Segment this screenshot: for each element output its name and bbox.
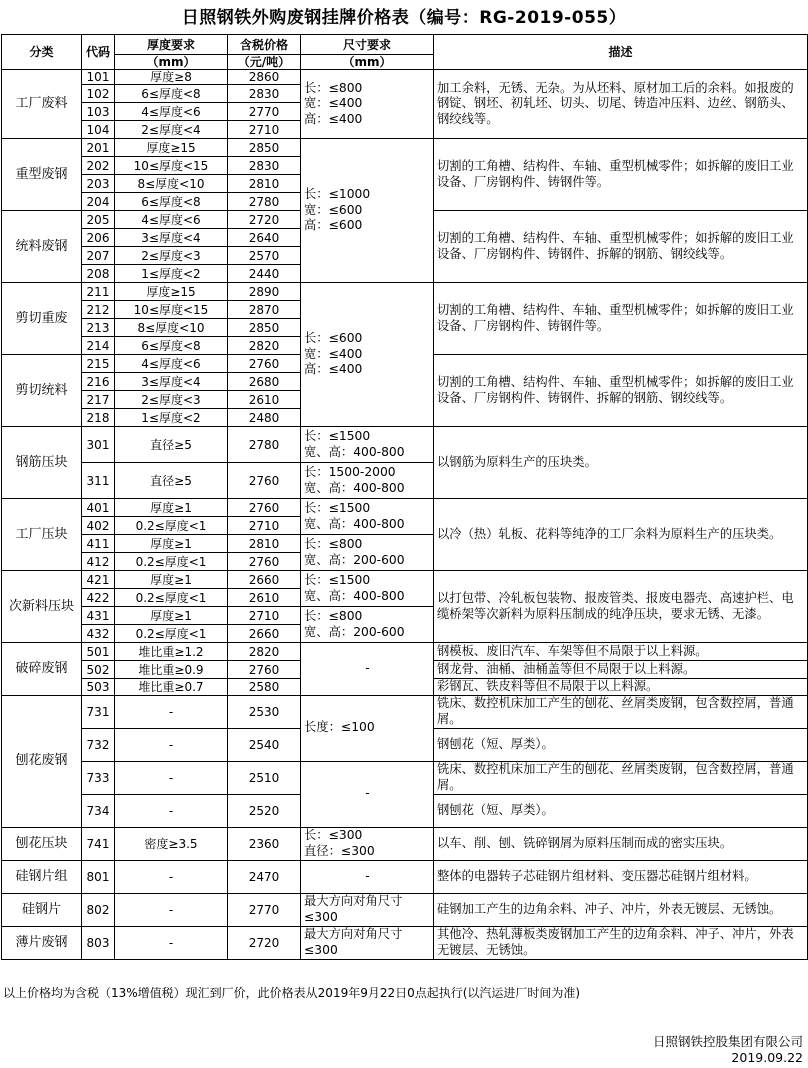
table-row [2,926,808,959]
category-cell: 工厂废料 [2,70,82,139]
thickness-cell: 厚度≥8 [115,70,228,85]
price-cell: 2820 [228,337,301,355]
thickness-cell: 厚度≥15 [115,283,228,301]
code-cell: 501 [82,643,115,661]
page-title: 日照钢铁外购废钢挂牌价格表（编号：RG-2019-055） [181,8,627,28]
code-cell: 208 [82,265,115,283]
price-cell: 2660 [228,625,301,643]
description-cell: 切割的工角槽、结构件、车轴、重型机械零件；如拆解的废旧工业设备、厂房钢构件、铸钢件、拆解的钢筋、钢绞线等。 [434,211,808,283]
header-size: 尺寸要求 [301,35,434,55]
code-cell: 204 [82,193,115,211]
price-cell: 2520 [228,794,301,827]
price-cell: 2580 [228,679,301,696]
price-cell: 2610 [228,391,301,409]
size-cell: 最大方向对角尺寸≤300 [301,926,434,959]
thickness-cell: 厚度≥1 [115,499,228,517]
thickness-cell: 6≤厚度<8 [115,85,228,103]
size-line: 长：≤800 [304,80,363,95]
price-cell: 2780 [228,193,301,211]
price-cell: 2640 [228,229,301,247]
size-line: 宽、高：200-600 [304,552,405,567]
thickness-cell: 1≤厚度<2 [115,265,228,283]
thickness-cell: 4≤厚度<6 [115,211,228,229]
table-row [2,827,808,860]
code-cell: 311 [82,463,115,499]
size-line: 长：≤800 [304,609,363,623]
price-cell: 2760 [228,499,301,517]
thickness-cell: 密度≥3.5 [115,827,228,860]
price-cell: 2440 [228,265,301,283]
price-cell: 2710 [228,121,301,139]
code-cell: 218 [82,409,115,427]
table-row [2,860,808,893]
size-line: 长：1500-2000 [304,465,396,479]
category-cell: 剪切重废 [2,283,82,355]
size-line: 宽、高：400-800 [304,588,405,603]
code-cell: 102 [82,85,115,103]
footer-note: 以上价格均为含税（13%增值税）现汇到厂价，此价格表从2019年9月22日0点起执行(以汽运进厂时间为准) [3,986,581,1000]
price-cell: 2660 [228,571,301,589]
price-cell: 2480 [228,409,301,427]
code-cell: 213 [82,319,115,337]
thickness-cell: 厚度≥1 [115,607,228,625]
table-row [2,761,808,794]
thickness-cell: 0.2≤厚度<1 [115,517,228,535]
size-cell [301,463,434,499]
description-cell: 以冷（热）轧板、花料等纯净的工厂余料为原料生产的压块类。 [434,499,808,571]
issue-date: 2019.09.22 [731,1050,803,1065]
size-line: 宽：≤600 [304,202,363,217]
code-cell: 207 [82,247,115,265]
size-line: 长：≤800 [304,537,363,551]
price-cell: 2820 [228,643,301,661]
code-cell: 734 [82,794,115,827]
code-cell: 412 [82,553,115,571]
description-cell: 整体的电器转子芯硅钢片组材料、变压器芯硅钢片组材料。 [434,860,808,893]
thickness-cell: 堆比重≥0.9 [115,661,228,679]
price-cell: 2680 [228,373,301,391]
price-cell: 2780 [228,427,301,463]
code-cell: 803 [82,926,115,959]
price-cell: 2540 [228,728,301,761]
header-code: 代码 [82,35,115,70]
price-cell: 2860 [228,70,301,85]
description-cell: 以打包带、冷轧板包装物、报废管类、报废电器壳、高速护栏、电缆桥架等次新料为原料压制成的纯净压块，要求无锈、无漆。 [434,571,808,643]
size-cell [301,283,434,427]
thickness-cell: 直径≥5 [115,427,228,463]
price-cell: 2890 [228,283,301,301]
thickness-cell: 4≤厚度<6 [115,103,228,121]
company-name: 日照钢铁控股集团有限公司 [652,1034,803,1049]
code-cell: 502 [82,661,115,679]
code-cell: 201 [82,139,115,157]
description-cell: 加工余料，无锈、无杂。为从坯料、原材加工后的余料。如报废的钢锭、钢坯、初轧坯、切头、切尾、铸造冲压料、边丝、钢筋头、钢绞线等。 [434,70,808,139]
size-line: 直径：≤300 [304,843,375,858]
price-cell: 2830 [228,85,301,103]
price-cell: 2570 [228,247,301,265]
category-cell: 刨花压块 [2,827,82,860]
description-cell: 切割的工角槽、结构件、车轴、重型机械零件；如拆解的废旧工业设备、厂房钢构件、铸钢件等。 [434,283,808,355]
table-row [2,70,808,85]
size-cell: - [301,761,434,827]
code-cell: 503 [82,679,115,696]
size-cell [301,607,434,643]
table-row [2,427,808,463]
thickness-cell: 1≤厚度<2 [115,409,228,427]
size-cell [301,499,434,535]
price-cell: 2830 [228,157,301,175]
price-cell: 2850 [228,139,301,157]
header-thickness-unit: （mm） [115,55,228,70]
price-cell: 2720 [228,211,301,229]
code-cell: 103 [82,103,115,121]
price-cell: 2710 [228,607,301,625]
code-cell: 401 [82,499,115,517]
description-cell: 钢刨花（短、厚类）。 [434,794,808,827]
header-row [2,35,808,55]
code-cell: 731 [82,695,115,728]
header-price: 含税价格 [228,35,301,55]
size-line: 长：≤1500 [304,429,371,443]
price-cell: 2850 [228,319,301,337]
thickness-cell: - [115,926,228,959]
price-cell: 2770 [228,103,301,121]
size-line: 宽、高：400-800 [304,444,405,459]
thickness-cell: - [115,794,228,827]
price-cell: 2510 [228,761,301,794]
category-cell: 硅钢片 [2,893,82,926]
code-cell: 422 [82,589,115,607]
code-cell: 741 [82,827,115,860]
size-cell [301,571,434,607]
thickness-cell: 2≤厚度<4 [115,121,228,139]
price-cell: 2760 [228,661,301,679]
description-cell: 切割的工角槽、结构件、车轴、重型机械零件；如拆解的废旧工业设备、厂房钢构件、铸钢件等。 [434,139,808,211]
category-cell: 薄片废钢 [2,926,82,959]
thickness-cell: 8≤厚度<10 [115,175,228,193]
thickness-cell: 3≤厚度<4 [115,373,228,391]
thickness-cell: 0.2≤厚度<1 [115,553,228,571]
thickness-cell: 4≤厚度<6 [115,355,228,373]
size-line: 高：≤400 [304,111,363,126]
thickness-cell: 堆比重≥0.7 [115,679,228,696]
code-cell: 216 [82,373,115,391]
price-cell: 2710 [228,517,301,535]
table-row [2,283,808,301]
size-line: 长：≤1000 [304,187,371,202]
price-cell: 2760 [228,355,301,373]
code-cell: 214 [82,337,115,355]
price-cell: 2610 [228,589,301,607]
description-cell: 铣床、数控机床加工产生的刨花、丝屑类废钢，包含数控屑，普通屑。 [434,695,808,728]
code-cell: 211 [82,283,115,301]
category-cell: 刨花废钢 [2,695,82,827]
header-category: 分类 [2,35,82,70]
code-cell: 104 [82,121,115,139]
thickness-cell: 0.2≤厚度<1 [115,589,228,607]
description-cell: 彩钢瓦、铁皮料等但不局限于以上料源。 [434,679,808,696]
code-cell: 402 [82,517,115,535]
thickness-cell: 厚度≥15 [115,139,228,157]
code-cell: 203 [82,175,115,193]
description-cell: 钢龙骨、油桶、油桶盖等但不局限于以上料源。 [434,661,808,679]
price-cell: 2810 [228,175,301,193]
size-cell: - [301,860,434,893]
size-line: 长：≤1500 [304,501,371,515]
size-line: 宽、高：200-600 [304,624,405,639]
thickness-cell: - [115,761,228,794]
thickness-cell: - [115,695,228,728]
price-cell: 2810 [228,535,301,553]
code-cell: 802 [82,893,115,926]
table-row [2,643,808,661]
header-description: 描述 [434,35,808,70]
code-cell: 431 [82,607,115,625]
table-row [2,139,808,157]
thickness-cell: - [115,893,228,926]
price-table [1,34,808,960]
price-cell: 2720 [228,926,301,959]
thickness-cell: 厚度≥1 [115,571,228,589]
price-cell: 2530 [228,695,301,728]
thickness-cell: 厚度≥1 [115,535,228,553]
size-line: 长：≤300 [304,828,363,842]
size-cell: 长度：≤100 [301,695,434,761]
description-cell: 以钢筋为原料生产的压块类。 [434,427,808,499]
price-cell: 2470 [228,860,301,893]
code-cell: 732 [82,728,115,761]
code-cell: 421 [82,571,115,589]
code-cell: 733 [82,761,115,794]
category-cell: 统料废钢 [2,211,82,283]
size-cell [301,827,434,860]
code-cell: 217 [82,391,115,409]
size-cell [301,70,434,139]
thickness-cell: 堆比重≥1.2 [115,643,228,661]
code-cell: 801 [82,860,115,893]
thickness-cell: 6≤厚度<8 [115,193,228,211]
code-cell: 215 [82,355,115,373]
price-cell: 2770 [228,893,301,926]
thickness-cell: 10≤厚度<15 [115,157,228,175]
code-cell: 101 [82,70,115,85]
thickness-cell: 2≤厚度<3 [115,391,228,409]
thickness-cell: 6≤厚度<8 [115,337,228,355]
description-cell: 切割的工角槽、结构件、车轴、重型机械零件；如拆解的废旧工业设备、厂房钢构件、铸钢件、拆解的钢筋、钢绞线等。 [434,355,808,427]
header-thickness: 厚度要求 [115,35,228,55]
size-line: 长：≤600 [304,331,363,346]
size-cell [301,427,434,463]
category-cell: 硅钢片组 [2,860,82,893]
table-row [2,499,808,517]
price-cell: 2760 [228,463,301,499]
description-cell: 硅钢加工产生的边角余料、冲子、冲片，外表无镀层、无锈蚀。 [434,893,808,926]
size-line: 长：≤1500 [304,573,371,587]
code-cell: 202 [82,157,115,175]
header-size-unit: （mm） [301,55,434,70]
price-cell: 2360 [228,827,301,860]
category-cell: 工厂压块 [2,499,82,571]
thickness-cell: 8≤厚度<10 [115,319,228,337]
thickness-cell: 直径≥5 [115,463,228,499]
code-cell: 212 [82,301,115,319]
size-cell: 最大方向对角尺寸≤300 [301,893,434,926]
description-cell: 其他冷、热轧薄板类废钢加工产生的边角余料、冲子、冲片，外表无镀层、无锈蚀。 [434,926,808,959]
thickness-cell: 0.2≤厚度<1 [115,625,228,643]
table-row [2,695,808,728]
code-cell: 411 [82,535,115,553]
thickness-cell: - [115,860,228,893]
code-cell: 301 [82,427,115,463]
size-cell [301,535,434,571]
size-line: 宽、高：400-800 [304,516,405,531]
size-line: 宽：≤400 [304,346,363,361]
category-cell: 钢筋压块 [2,427,82,499]
category-cell: 剪切统料 [2,355,82,427]
thickness-cell: 10≤厚度<15 [115,301,228,319]
header-price-unit: （元/吨） [228,55,301,70]
description-cell: 以车、削、刨、铣碎钢屑为原料压制而成的密实压块。 [434,827,808,860]
size-cell [301,139,434,283]
description-cell: 铣床、数控机床加工产生的刨花、丝屑类废钢，包含数控屑，普通屑。 [434,761,808,794]
size-line: 宽：≤400 [304,96,363,111]
code-cell: 205 [82,211,115,229]
size-line: 高：≤600 [304,218,363,233]
description-cell: 钢刨花（短、厚类）。 [434,728,808,761]
thickness-cell: 2≤厚度<3 [115,247,228,265]
table-row [2,571,808,589]
size-line: 高：≤400 [304,362,363,377]
price-cell: 2760 [228,553,301,571]
thickness-cell: - [115,728,228,761]
thickness-cell: 3≤厚度<4 [115,229,228,247]
size-cell: - [301,643,434,696]
code-cell: 206 [82,229,115,247]
category-cell: 破碎废钢 [2,643,82,696]
table-row [2,893,808,926]
price-cell: 2870 [228,301,301,319]
code-cell: 432 [82,625,115,643]
size-line: 宽、高：400-800 [304,480,405,495]
category-cell: 次新料压块 [2,571,82,643]
category-cell: 重型废钢 [2,139,82,211]
description-cell: 钢模板、废旧汽车、车架等但不局限于以上料源。 [434,643,808,661]
